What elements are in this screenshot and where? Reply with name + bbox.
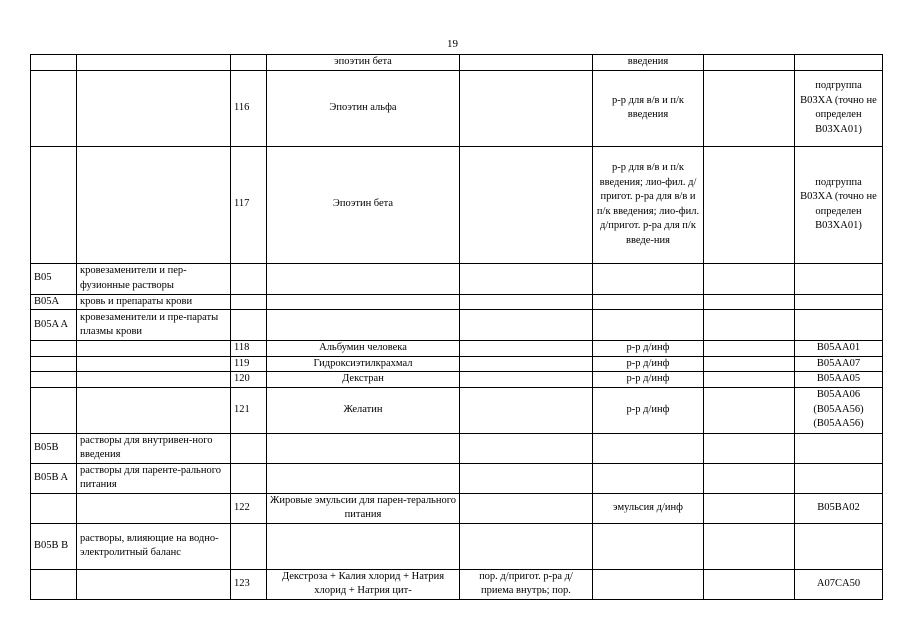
table-cell-code <box>31 493 77 523</box>
table-cell-c5 <box>460 356 593 372</box>
table-cell-form: р-р для в/в и п/к введения <box>593 70 704 146</box>
table-cell-group: растворы для паренте-рального питания <box>77 463 231 493</box>
table-cell-group: растворы для внутривен-ного введения <box>77 433 231 463</box>
table-cell-c7 <box>704 70 795 146</box>
table-cell-num: 119 <box>231 356 267 372</box>
table-cell-atc: подгруппа B03XA (точно не определен B03XA01) <box>795 70 883 146</box>
table-cell-form <box>593 263 704 294</box>
table-cell-group <box>77 341 231 357</box>
table-cell-num <box>231 523 267 569</box>
table-cell-group: кровезаменители и пре-параты плазмы крови <box>77 310 231 341</box>
table-cell-code: B05B <box>31 433 77 463</box>
page-number: 19 <box>447 38 458 50</box>
table-cell-num: 121 <box>231 387 267 433</box>
table-cell-c5: пор. д/пригот. р-ра д/приема внутрь; пор. <box>460 569 593 599</box>
table-cell-c7 <box>704 372 795 388</box>
table-row <box>31 523 883 569</box>
table-cell-code: B05A <box>31 294 77 310</box>
table-cell-form: р-р д/инф <box>593 341 704 357</box>
table-cell-atc <box>795 263 883 294</box>
table-cell-name <box>267 463 460 493</box>
table-row <box>31 70 883 146</box>
table-cell-atc <box>795 294 883 310</box>
table-cell-name: Жировые эмульсии для парен-терального питания <box>267 493 460 523</box>
table-cell-form: р-р для в/в и п/к введения; лио-фил. д/пригот. р-ра для в/в и п/к введения; лио-фил. д/пригот. р-ра для п/к введе-ния <box>593 146 704 263</box>
table-cell-name: Гидроксиэтилкрахмал <box>267 356 460 372</box>
table-cell-form: эмульсия д/инф <box>593 493 704 523</box>
table-cell-c5 <box>460 341 593 357</box>
table-cell-group <box>77 146 231 263</box>
table-cell-c5 <box>460 387 593 433</box>
table-cell-group: кровезаменители и пер-фузионные растворы <box>77 263 231 294</box>
table-cell-atc <box>795 310 883 341</box>
table-cell-group <box>77 55 231 71</box>
table-cell-c7 <box>704 294 795 310</box>
table-cell-form: р-р д/инф <box>593 356 704 372</box>
table-cell-c7 <box>704 55 795 71</box>
table-cell-code <box>31 341 77 357</box>
table-cell-c7 <box>704 146 795 263</box>
table-row <box>31 433 883 463</box>
table-cell-c7 <box>704 387 795 433</box>
table-cell-form <box>593 433 704 463</box>
table-cell-name: Желатин <box>267 387 460 433</box>
table-cell-form <box>593 463 704 493</box>
table-row <box>31 463 883 493</box>
table-cell-group <box>77 569 231 599</box>
table-cell-code <box>31 569 77 599</box>
table-cell-form <box>593 569 704 599</box>
table-cell-group <box>77 493 231 523</box>
table-cell-name: Декстроза + Калия хлорид + Натрия хлорид + Натрия цит- <box>267 569 460 599</box>
table-cell-name: Декстран <box>267 372 460 388</box>
table-cell-group <box>77 356 231 372</box>
table-cell-atc: B05BA02 <box>795 493 883 523</box>
table-cell-c7 <box>704 493 795 523</box>
table-row <box>31 341 883 357</box>
table-row <box>31 569 883 599</box>
table-row <box>31 55 883 71</box>
table-cell-atc: B05AA01 <box>795 341 883 357</box>
table-cell-code: B05A A <box>31 310 77 341</box>
table-cell-num <box>231 263 267 294</box>
table-cell-c7 <box>704 433 795 463</box>
table-cell-c5 <box>460 463 593 493</box>
table-cell-num: 117 <box>231 146 267 263</box>
table-cell-form: введения <box>593 55 704 71</box>
table-cell-c5 <box>460 372 593 388</box>
table-cell-form: р-р д/инф <box>593 387 704 433</box>
table-cell-num: 120 <box>231 372 267 388</box>
table-cell-num <box>231 294 267 310</box>
table-cell-atc: подгруппа B03XA (точно не определен B03XA01) <box>795 146 883 263</box>
table-cell-name <box>267 523 460 569</box>
table-cell-num <box>231 55 267 71</box>
table-cell-name: эпоэтин бета <box>267 55 460 71</box>
table-cell-name <box>267 433 460 463</box>
table-row <box>31 263 883 294</box>
table-cell-c5 <box>460 310 593 341</box>
table-cell-group <box>77 387 231 433</box>
table-cell-c5 <box>460 493 593 523</box>
table-cell-atc: B05AA06 (B05AA56) (B05AA56) <box>795 387 883 433</box>
table-cell-c5 <box>460 263 593 294</box>
table-cell-atc <box>795 433 883 463</box>
table-cell-c5 <box>460 146 593 263</box>
table-cell-num: 118 <box>231 341 267 357</box>
table-cell-c7 <box>704 569 795 599</box>
table-cell-name <box>267 310 460 341</box>
table-row <box>31 294 883 310</box>
table-cell-form <box>593 523 704 569</box>
table-cell-num <box>231 433 267 463</box>
table-cell-c5 <box>460 55 593 71</box>
table-cell-c5 <box>460 523 593 569</box>
table-row <box>31 387 883 433</box>
table-row <box>31 356 883 372</box>
table-cell-atc: B05AA07 <box>795 356 883 372</box>
table-cell-atc <box>795 523 883 569</box>
table-cell-code <box>31 146 77 263</box>
table-cell-c7 <box>704 463 795 493</box>
table-cell-c7 <box>704 310 795 341</box>
table-row <box>31 493 883 523</box>
table-cell-c7 <box>704 356 795 372</box>
table-cell-num: 116 <box>231 70 267 146</box>
table-cell-c5 <box>460 70 593 146</box>
table-cell-c7 <box>704 263 795 294</box>
table-cell-group: кровь и препараты крови <box>77 294 231 310</box>
table-cell-atc <box>795 463 883 493</box>
table-cell-name: Эпоэтин альфа <box>267 70 460 146</box>
table-cell-name: Альбумин человека <box>267 341 460 357</box>
table-cell-code <box>31 372 77 388</box>
table-cell-group: растворы, влияющие на водно-электролитный баланс <box>77 523 231 569</box>
table-cell-code: B05 <box>31 263 77 294</box>
table-cell-c7 <box>704 523 795 569</box>
table-cell-c7 <box>704 341 795 357</box>
table-cell-atc: B05AA05 <box>795 372 883 388</box>
table-cell-group <box>77 372 231 388</box>
table-row <box>31 372 883 388</box>
drug-table <box>30 54 883 600</box>
table-cell-c5 <box>460 433 593 463</box>
table-cell-form <box>593 310 704 341</box>
table-cell-num <box>231 310 267 341</box>
table-cell-num <box>231 463 267 493</box>
table-cell-code: B05B A <box>31 463 77 493</box>
table-cell-group <box>77 70 231 146</box>
table-cell-code <box>31 356 77 372</box>
table-cell-code <box>31 70 77 146</box>
table-cell-num: 123 <box>231 569 267 599</box>
table-cell-name <box>267 294 460 310</box>
table-cell-code <box>31 55 77 71</box>
table-cell-c5 <box>460 294 593 310</box>
table-cell-atc: A07CA50 <box>795 569 883 599</box>
table-cell-code <box>31 387 77 433</box>
table-cell-name <box>267 263 460 294</box>
table-cell-num: 122 <box>231 493 267 523</box>
table-row <box>31 310 883 341</box>
table-cell-form: р-р д/инф <box>593 372 704 388</box>
table-cell-atc <box>795 55 883 71</box>
table-cell-name: Эпоэтин бета <box>267 146 460 263</box>
table-row <box>31 146 883 263</box>
table-cell-form <box>593 294 704 310</box>
table-cell-code: B05B B <box>31 523 77 569</box>
